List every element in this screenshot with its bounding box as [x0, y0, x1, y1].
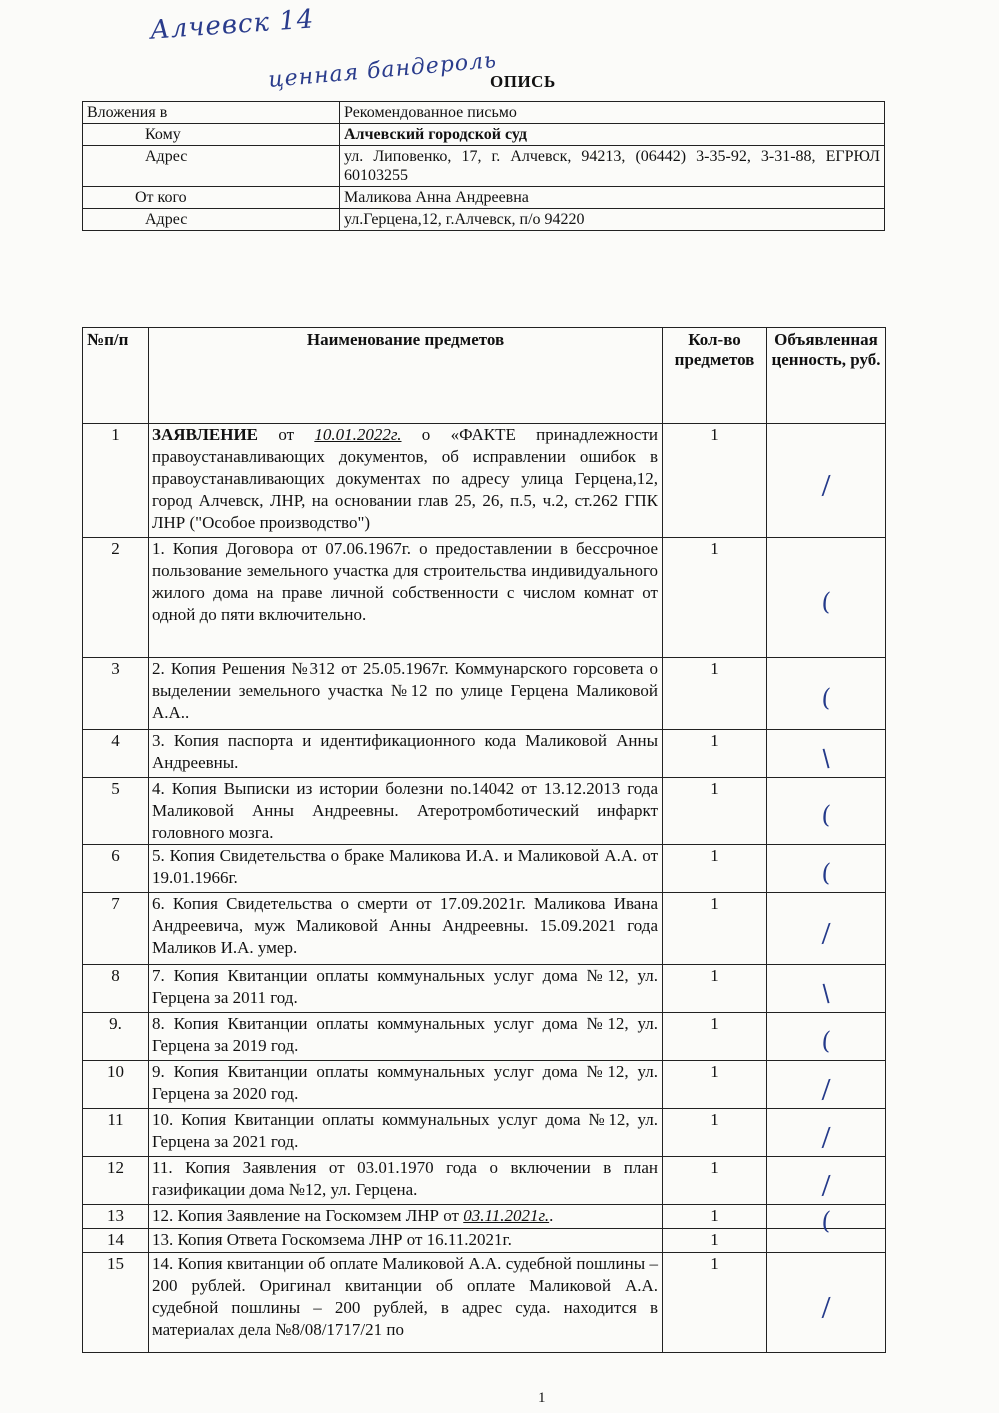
- header-row: [83, 124, 885, 146]
- handwritten-note-city: Алчевск 14: [149, 4, 316, 46]
- handwritten-tick: (: [819, 683, 833, 713]
- item-lead-bold: ЗАЯВЛЕНИЕ: [152, 425, 259, 444]
- header-value: ул. Липовенко, 17, г. Алчевск, 94213, (06442) 3-35-92, 3-31-88, ЕГРЮЛ 60103255: [340, 146, 885, 187]
- header-label: Вложения в: [83, 102, 340, 124]
- row-number: 9.: [83, 1013, 149, 1061]
- item-quantity: 1: [663, 1061, 767, 1109]
- declared-value-cell: [767, 1253, 886, 1353]
- declared-value-cell: [767, 1205, 886, 1236]
- item-quantity: 1: [663, 1253, 767, 1353]
- header-row: [83, 209, 885, 231]
- declared-value-cell: [767, 1229, 886, 1253]
- declared-value-cell: [767, 1013, 886, 1061]
- row-number: 12: [83, 1157, 149, 1205]
- item-description: [149, 730, 663, 778]
- header-row: [83, 146, 885, 187]
- item-date: 10.01.2022г.: [314, 425, 402, 444]
- item-description: [149, 845, 663, 893]
- handwritten-tick: /: [820, 1074, 832, 1104]
- item-text: 6. Копия Свидетельства о смерти от 17.09.2021г. Маликова Ивана Андреевича, муж Маликовой Анны Андреевны. 15.09.2021 года Маликов И.А. умер.: [152, 894, 658, 957]
- item-quantity: 1: [663, 845, 767, 893]
- row-number: 5: [83, 778, 149, 845]
- handwritten-tick: (: [819, 858, 833, 888]
- table-row: [83, 1013, 886, 1061]
- declared-value-cell: [767, 424, 886, 538]
- item-quantity: 1: [663, 893, 767, 965]
- item-lead: от: [258, 425, 315, 444]
- bleed-through-text: [610, 75, 624, 95]
- item-quantity: 1: [663, 965, 767, 1013]
- item-description: [149, 778, 663, 845]
- items-inventory-table: [82, 327, 886, 1353]
- row-number: 14: [83, 1229, 149, 1253]
- item-description: [149, 538, 663, 658]
- item-text: 8. Копия Квитанции оплаты коммунальных услуг дома №12, ул. Герцена за 2019 год.: [152, 1014, 658, 1055]
- handwritten-tick: /: [820, 470, 832, 500]
- item-description: [149, 1109, 663, 1157]
- item-description: [149, 965, 663, 1013]
- header-value: ул.Герцена,12, г.Алчевск, п/о 94220: [340, 209, 885, 231]
- items-body: [83, 424, 886, 1353]
- item-description: [149, 1229, 663, 1253]
- item-text: 7. Копия Квитанции оплаты коммунальных услуг дома №12, ул. Герцена за 2011 год.: [152, 966, 658, 1007]
- header-row: [83, 187, 885, 209]
- item-description: [149, 658, 663, 730]
- table-row: [83, 1253, 886, 1353]
- table-row: [83, 730, 886, 778]
- row-number: 13: [83, 1205, 149, 1229]
- item-description: [149, 1205, 663, 1229]
- handwritten-note-parcel-type: ценная бандероль: [267, 48, 498, 93]
- table-row: [83, 965, 886, 1013]
- declared-value-cell: [767, 730, 886, 778]
- table-row: [83, 893, 886, 965]
- item-text: 11. Копия Заявления от 03.01.1970 года о включении в план газификации дома №12, ул. Герцена.: [152, 1158, 658, 1199]
- item-date: 03.11.2021г.: [463, 1206, 550, 1225]
- row-number: 1: [83, 424, 149, 538]
- declared-value-cell: [767, 965, 886, 1013]
- row-number: 8: [83, 965, 149, 1013]
- header-value: Алчевский городской суд: [340, 124, 885, 146]
- handwritten-tick: \: [820, 978, 832, 1008]
- table-row: [83, 1109, 886, 1157]
- header-label: От кого: [83, 187, 340, 209]
- col-header-qty: Кол-во предметов: [663, 328, 767, 424]
- table-row: [83, 778, 886, 845]
- col-header-num: №п/п: [83, 328, 149, 424]
- item-text: .: [549, 1206, 554, 1225]
- item-quantity: 1: [663, 1157, 767, 1205]
- handwritten-tick: /: [820, 1170, 832, 1200]
- declared-value-cell: [767, 1109, 886, 1157]
- item-text: 9. Копия Квитанции оплаты коммунальных услуг дома №12, ул. Герцена за 2020 год.: [152, 1062, 658, 1103]
- item-description: [149, 1061, 663, 1109]
- header-label: Адрес: [83, 209, 340, 231]
- header-row: [83, 102, 885, 124]
- declared-value-cell: [767, 1061, 886, 1109]
- item-quantity: 1: [663, 424, 767, 538]
- row-number: 2: [83, 538, 149, 658]
- declared-value-cell: [767, 778, 886, 845]
- page-number: 1: [538, 1390, 546, 1406]
- table-row: [83, 845, 886, 893]
- item-quantity: 1: [663, 1205, 767, 1229]
- handwritten-tick: (: [819, 587, 833, 617]
- item-quantity: 1: [663, 538, 767, 658]
- table-row: [83, 1205, 886, 1229]
- declared-value-cell: [767, 538, 886, 658]
- row-number: 11: [83, 1109, 149, 1157]
- item-quantity: 1: [663, 730, 767, 778]
- header-value: Рекомендованное письмо: [340, 102, 885, 124]
- item-text: 14. Копия квитанции об оплате Маликовой А.А. судебной пошлины – 200 рублей. Оригинал квитанции об оплате Маликовой А.А. судебной пошлины – 200 рублей, в адрес суда. находится в материалах дела №8/08/1717/21 по: [152, 1254, 658, 1339]
- table-row: [83, 1157, 886, 1205]
- handwritten-tick: (: [819, 800, 833, 830]
- item-lead: 12. Копия Заявление на Госкомзем ЛНР от: [152, 1206, 464, 1225]
- declared-value-cell: [767, 893, 886, 965]
- declared-value-cell: [767, 845, 886, 893]
- item-description: [149, 424, 663, 538]
- table-row: [83, 538, 886, 658]
- col-header-value: Объявленная ценность, руб.: [767, 328, 886, 424]
- item-quantity: 1: [663, 1109, 767, 1157]
- item-quantity: 1: [663, 1013, 767, 1061]
- item-text: 1. Копия Договора от 07.06.1967г. о предоставлении в бессрочное пользование земельного участка для строительства индивидуального жилого дома на праве личной собственности с числом комнат от одной до пяти включительно.: [152, 539, 658, 624]
- handwritten-tick: \: [820, 743, 832, 773]
- item-text: 4. Копия Выписки из истории болезни no.14042 от 13.12.2013 года Маликовой Анны Андреевны. Атеротромботический инфаркт головного мозга.: [152, 779, 658, 842]
- item-text: 13. Копия Ответа Госкомзема ЛНР от 16.11.2021г.: [152, 1230, 512, 1249]
- table-row: [83, 1229, 886, 1253]
- row-number: 6: [83, 845, 149, 893]
- handwritten-tick: /: [820, 1122, 832, 1152]
- item-description: [149, 1013, 663, 1061]
- table-row: [83, 658, 886, 730]
- row-number: 10: [83, 1061, 149, 1109]
- item-text: 3. Копия паспорта и идентификационного кода Маликовой Анны Андреевны.: [152, 731, 658, 772]
- header-value: Маликова Анна Андреевна: [340, 187, 885, 209]
- sender-recipient-table: [82, 101, 885, 231]
- item-description: [149, 893, 663, 965]
- item-quantity: 1: [663, 1229, 767, 1253]
- row-number: 7: [83, 893, 149, 965]
- item-quantity: 1: [663, 658, 767, 730]
- table-header-row: [83, 328, 886, 424]
- handwritten-tick: (: [819, 1026, 833, 1056]
- declared-value-cell: [767, 658, 886, 730]
- handwritten-tick: /: [820, 1292, 832, 1322]
- col-header-name: Наименование предметов: [149, 328, 663, 424]
- item-quantity: 1: [663, 778, 767, 845]
- row-number: 3: [83, 658, 149, 730]
- item-text: о «ФАКТЕ принадлежности правоустанавливающих документов, об исправлении ошибок в правоустанавливающих документах по адресу улица Герцена,12, город Алчевск, ЛНР, на основании глав 25, 26, п.5, ч.2, ст.262 ГПК ЛНР ("Особое производство"): [152, 425, 658, 532]
- item-description: [149, 1157, 663, 1205]
- table-row: [83, 1061, 886, 1109]
- row-number: 15: [83, 1253, 149, 1353]
- handwritten-tick: (: [819, 1206, 833, 1236]
- row-number: 4: [83, 730, 149, 778]
- item-text: 5. Копия Свидетельства о браке Маликова И.А. и Маликовой А.А. от 19.01.1966г.: [152, 846, 658, 887]
- header-label: Адрес: [83, 146, 340, 187]
- item-description: [149, 1253, 663, 1353]
- item-text: 2. Копия Решения №312 от 25.05.1967г. Коммунарского горсовета о выделении земельного участка №12 по улице Герцена Маликовой А.А..: [152, 659, 658, 722]
- header-label: Кому: [83, 124, 340, 146]
- handwritten-tick: /: [820, 918, 832, 948]
- table-row: [83, 424, 886, 538]
- declared-value-cell: [767, 1157, 886, 1205]
- document-title: ОПИСЬ: [490, 72, 556, 91]
- item-text: 10. Копия Квитанции оплаты коммунальных услуг дома №12, ул. Герцена за 2021 год.: [152, 1110, 658, 1151]
